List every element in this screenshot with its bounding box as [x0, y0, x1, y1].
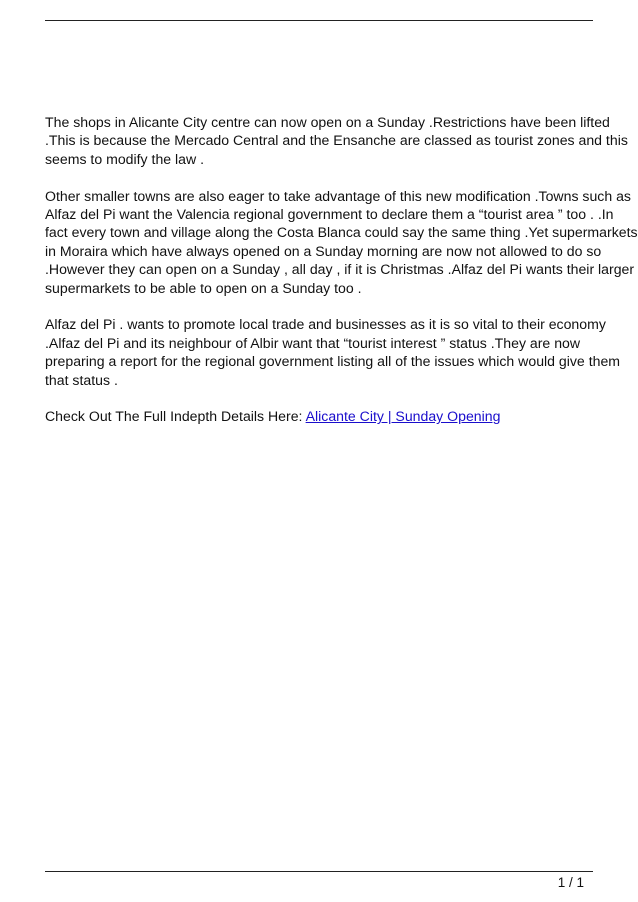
paragraph-line: Other smaller towns are also eager to take advantage of this new modification .Towns such as [45, 187, 631, 204]
cta-paragraph [45, 407, 605, 425]
paragraph-line: that status . [45, 371, 118, 388]
paragraph-line: fact every town and village along the Costa Blanca could say the same thing .Yet supermarkets [45, 224, 638, 241]
document-body [45, 113, 638, 444]
paragraph-line: The shops in Alicante City centre can now open on a Sunday .Restrictions have been lifted [45, 114, 610, 130]
paragraph-line: .This is because the Mercado Central and the Ensanche are classed as tourist zones and this [45, 132, 628, 149]
paragraph-line: Alfaz del Pi . wants to promote local trade and businesses as it is so vital to their economy [45, 316, 606, 333]
paragraph-line: Alfaz del Pi want the Valencia regional government to declare them a “tourist area ” too . .In [45, 206, 614, 223]
cta-prefix: Check Out The Full Indepth Details Here: [45, 408, 306, 425]
paragraph-line: in Moraira which have always opened on a Sunday morning are now not allowed to do so [45, 242, 602, 259]
paragraph-line: supermarkets to be able to open on a Sunday too . [45, 279, 362, 296]
paragraph-1 [45, 113, 628, 168]
paragraph-line: .Alfaz del Pi and its neighbour of Albir want that “tourist interest ” status .They are now [45, 334, 581, 351]
footer-divider [45, 871, 593, 872]
header-divider [45, 20, 593, 21]
paragraph-2 [45, 187, 638, 297]
source-link[interactable]: Alicante City | Sunday Opening [305, 408, 501, 425]
paragraph-line: preparing a report for the regional government listing all of the issues which would give them [45, 353, 621, 370]
paragraph-3 [45, 315, 621, 389]
page-number: 1 / 1 [557, 875, 584, 890]
paragraph-line: seems to modify the law . [45, 150, 205, 167]
paragraph-line: .However they can open on a Sunday , all day , if it is Christmas .Alfaz del Pi wants their larger [45, 261, 635, 278]
